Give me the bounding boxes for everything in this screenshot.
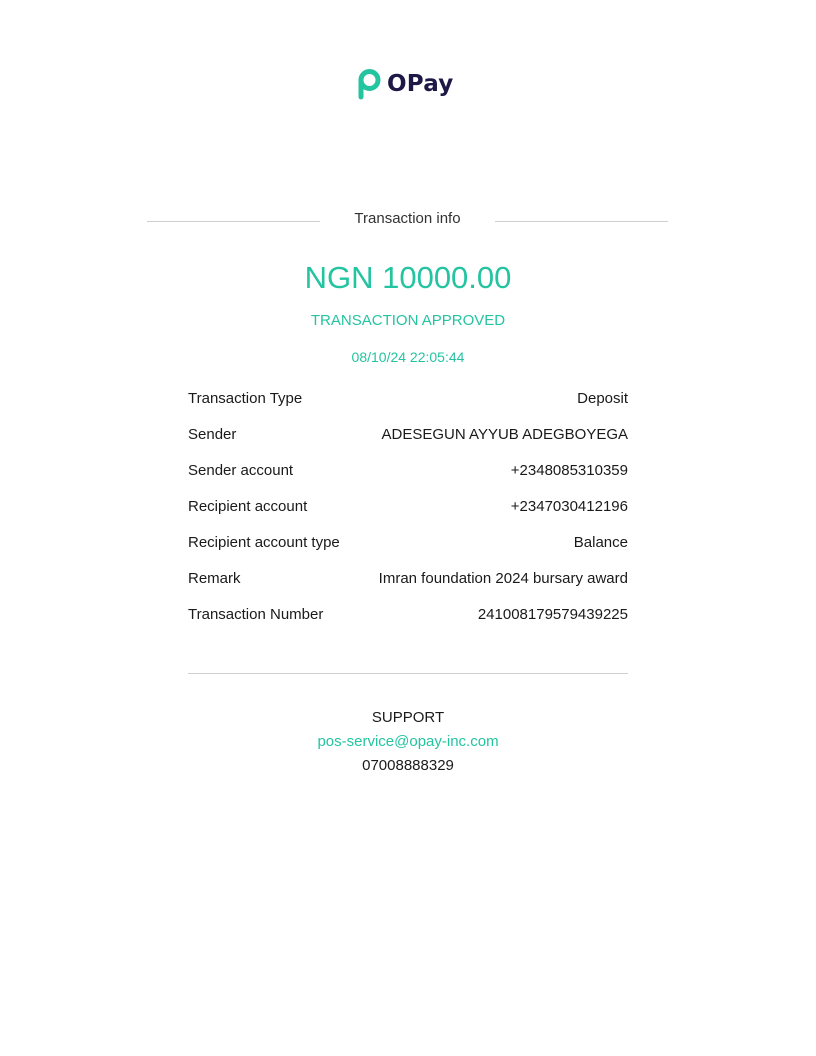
- detail-label: Sender account: [188, 462, 294, 479]
- detail-row-sender-account: [188, 461, 628, 497]
- detail-row-sender: [188, 425, 628, 461]
- footer-divider: [188, 673, 628, 674]
- detail-label: Remark: [188, 570, 241, 587]
- detail-row-transaction-number: [188, 605, 628, 641]
- opay-p-logo-icon: [357, 68, 381, 100]
- transaction-datetime: 08/10/24 22:05:44: [351, 349, 465, 365]
- detail-value: ADESEGUN AYYUB ADEGBOYEGA: [381, 426, 628, 443]
- detail-value: Imran foundation 2024 bursary award: [378, 570, 628, 587]
- divider-right: [495, 221, 668, 222]
- detail-row-remark: [188, 569, 628, 605]
- section-header: [147, 208, 668, 230]
- detail-label: Transaction Number: [188, 606, 324, 623]
- detail-label: Recipient account type: [188, 534, 340, 551]
- opay-logo: [357, 68, 453, 100]
- detail-value: 241008179579439225: [477, 606, 628, 623]
- detail-value: Deposit: [577, 390, 628, 407]
- transaction-status: TRANSACTION APPROVED: [310, 312, 506, 329]
- transaction-amount: NGN 10000.00: [304, 260, 512, 295]
- detail-value: +2348085310359: [510, 462, 628, 479]
- brand-name: OPay: [387, 71, 454, 97]
- support-title: SUPPORT: [371, 709, 445, 726]
- detail-label: Recipient account: [188, 498, 308, 515]
- detail-row-transaction-type: [188, 389, 628, 425]
- transaction-details: [188, 389, 628, 641]
- detail-value: +2347030412196: [510, 498, 628, 515]
- section-title: Transaction info: [354, 210, 461, 227]
- detail-row-recipient-account: [188, 497, 628, 533]
- detail-value: Balance: [573, 534, 628, 551]
- support-phone: 07008888329: [362, 757, 454, 774]
- support-email-link[interactable]: pos-service@opay-inc.com: [317, 733, 499, 750]
- detail-label: Sender: [188, 426, 237, 443]
- detail-row-recipient-account-type: [188, 533, 628, 569]
- detail-label: Transaction Type: [188, 390, 303, 407]
- support-section: [0, 706, 816, 778]
